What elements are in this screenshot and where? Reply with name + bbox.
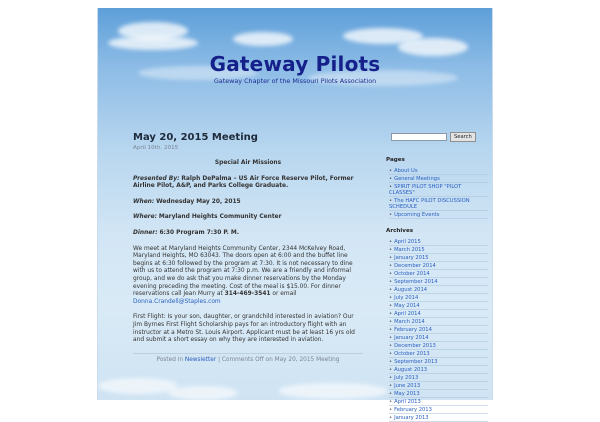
archive-link-label[interactable]: October 2013 [394,351,430,357]
archive-link-label[interactable]: July 2014 [394,295,419,301]
archives-title: Archives [386,228,414,234]
archive-link-label[interactable]: January 2015 [394,255,429,261]
bullet-icon: • [389,367,393,373]
archive-link[interactable] [389,374,488,382]
archive-link[interactable] [389,302,488,310]
archive-link-label[interactable]: March 2014 [394,319,425,325]
page-link[interactable] [389,175,488,183]
page-link-label[interactable]: SPIRIT PILOT SHOP "PILOT CLASSES" [389,184,462,196]
cloud-decoration [98,378,178,394]
bullet-icon: • [389,239,393,245]
search-form [383,132,488,142]
page-link-label[interactable]: General Meetings [394,176,440,182]
bullet-icon: • [389,255,393,261]
archive-link-label[interactable]: March 2015 [394,247,425,253]
archive-link-label[interactable]: January 2013 [394,415,429,421]
archive-link[interactable] [389,246,488,254]
email-prefix: or email [270,291,297,298]
archive-link[interactable] [389,342,488,350]
archive-link-label[interactable]: December 2013 [394,343,436,349]
archive-link[interactable] [389,238,488,246]
meeting-paragraph [133,246,363,307]
site-title[interactable]: Gateway Pilots [209,52,381,76]
bullet-icon: • [389,311,393,317]
site-header [98,8,492,118]
archive-link-label[interactable]: February 2013 [394,407,432,413]
when-label: When: [133,198,155,205]
bullet-icon: • [389,319,393,325]
archive-link[interactable] [389,270,488,278]
bullet-icon: • [389,335,393,341]
bullet-icon: • [389,271,393,277]
post-title[interactable]: May 20, 2015 Meeting [133,132,258,143]
page-link[interactable] [389,183,488,197]
archive-link-label[interactable]: January 2014 [394,335,429,341]
page-link-label[interactable]: The HAFC PILOT DISCUSSION SCHEDULE [389,198,470,210]
archive-link-label[interactable]: April 2013 [394,399,421,405]
post-meta [133,353,363,363]
archive-link-label[interactable]: July 2013 [394,375,419,381]
email-link[interactable]: Donna.Crandell@Staples.com [133,298,221,305]
archive-link-label[interactable]: August 2013 [394,367,428,373]
bullet-icon: • [389,407,393,413]
bullet-icon: • [389,263,393,269]
archives-list [383,238,488,422]
archive-link[interactable] [389,286,488,294]
cloud-decoration [278,383,388,399]
post-date: April 10th, 2015 [133,145,179,151]
archive-link[interactable] [389,398,488,406]
archive-link[interactable] [389,262,488,270]
meeting-paragraph-text: We meet at Maryland Heights Community Center, 2344 McKelvey Road, Maryland Heights, MO 63043. The doors open at 6:00 and the buffet line begins at 6:30 followed by the program at 7:30. It is not necessary to dine with us to attend the program at 7:30 p.m. We are a friendly and informal group, and we do ask that you make dinner reservations by the Monday evening preceding the meeting. Cost of the meal is $15.00. For dinner reservations call Jean Murry at [133,245,353,298]
bullet-icon: • [389,212,393,218]
when-text: Wednesday May 20, 2015 [156,198,241,205]
bullet-icon: • [389,247,393,253]
dinner-line [133,230,363,238]
where-text: Maryland Heights Community Center [158,214,282,221]
bullet-icon: • [389,343,393,349]
archive-link-label[interactable]: June 2013 [394,383,421,389]
pages-title: Pages [386,157,405,163]
archive-link-label[interactable]: September 2014 [394,279,438,285]
bullet-icon: • [389,287,393,293]
archive-link[interactable] [389,294,488,302]
comments-status: Comments Off on May 20, 2015 Meeting [221,356,340,363]
cloud-decoration [168,386,238,400]
bullet-icon: • [389,295,393,301]
when-line [133,199,363,207]
archive-link[interactable] [389,334,488,342]
dinner-text: 6:30 Program 7:30 P. M. [159,229,240,236]
meta-prefix: Posted in [156,356,185,363]
archive-link-label[interactable]: August 2014 [394,287,428,293]
search-button[interactable]: Search [450,132,476,142]
bullet-icon: • [389,415,393,421]
where-label: Where: [133,214,157,221]
page-link[interactable] [389,197,488,211]
bullet-icon: • [389,176,393,182]
archive-link[interactable] [389,382,488,390]
pages-list [383,167,488,219]
archive-link[interactable] [389,326,488,334]
archive-link[interactable] [389,254,488,262]
archive-link[interactable] [389,278,488,286]
bullet-icon: • [389,198,393,204]
first-flight-paragraph: First Flight: Is your son, daughter, or grandchild interested in aviation? Our Jim Byrnes First Flight Scholarship pays for an introductory flight with an instructor at a Metro St. Louis Airport. Applicant must be at least 16 yrs old and submit a short essay on why they are interested in aviation. [133,314,355,344]
bullet-icon: • [389,399,393,405]
page-container [97,8,493,421]
bullet-icon: • [389,383,393,389]
presented-line [133,176,363,191]
page-link[interactable] [389,211,488,219]
site-description: Gateway Chapter of the Missouri Pilots Association [213,77,377,85]
bullet-icon: • [389,359,393,365]
bullet-icon: • [389,184,393,190]
archive-link-label[interactable]: February 2014 [394,327,432,333]
bullet-icon: • [389,279,393,285]
post-entry [133,160,363,345]
page-link[interactable] [389,167,488,175]
archive-link[interactable] [389,390,488,398]
archive-link[interactable] [389,358,488,366]
bullet-icon: • [389,327,393,333]
post [133,132,363,363]
bullet-icon: • [389,391,393,397]
archive-link[interactable] [389,406,488,414]
archive-link[interactable] [389,366,488,374]
archive-link-label[interactable]: April 2014 [394,311,421,317]
page-link-label[interactable]: Upcoming Events [394,212,440,218]
presented-label: Presented By: [133,175,180,182]
search-input[interactable] [391,133,447,141]
post-heading: Special Air Missions [214,160,282,166]
bullet-icon: • [389,375,393,381]
page-link-label[interactable]: About Us [394,168,418,174]
archive-link-label[interactable]: May 2014 [394,303,420,309]
sidebar [383,123,488,422]
archive-link[interactable] [389,350,488,358]
archive-link[interactable] [389,310,488,318]
archive-link[interactable] [389,318,488,326]
archive-link-label[interactable]: December 2014 [394,263,436,269]
presented-text: Ralph DePalma – US Air Force Reserve Pilot, Former Airline Pilot, A&P, and Parks College Graduate. [133,175,354,190]
archive-link[interactable] [389,414,488,422]
archive-link-label[interactable]: September 2013 [394,359,438,365]
bullet-icon: • [389,351,393,357]
archive-link-label[interactable]: October 2014 [394,271,430,277]
bullet-icon: • [389,303,393,309]
category-link[interactable]: Newsletter [184,356,217,363]
dinner-label: Dinner: [133,229,158,236]
meta-separator: | [216,356,222,363]
phone-number: 314-469-3541 [224,291,271,298]
archive-link-label[interactable]: April 2015 [394,239,421,245]
archive-link-label[interactable]: May 2013 [394,391,420,397]
bullet-icon: • [389,168,393,174]
where-line [133,214,363,222]
